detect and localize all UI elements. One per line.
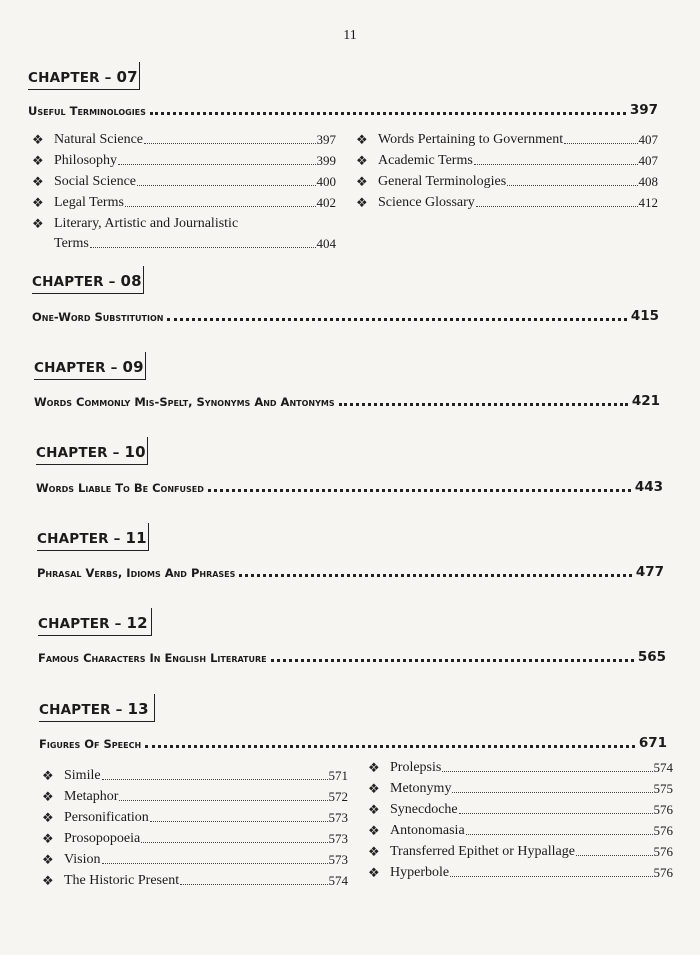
leader-dots [576,855,653,856]
toc-entry[interactable] [32,149,336,169]
toc-entry[interactable] [42,869,348,889]
entry-page: 573 [328,831,348,846]
diamond-bullet-icon: ❖ [32,132,44,147]
toc-entry[interactable] [368,840,673,860]
chapter-07-heading[interactable] [28,100,658,118]
chapter-page: 415 [630,308,659,324]
toc-entry[interactable] [32,128,336,148]
chapter-page: 671 [638,735,667,751]
entry-page: 576 [653,865,673,880]
entry-label: Legal Terms [54,195,124,210]
chapter-10-heading[interactable] [36,477,663,495]
diamond-bullet-icon: ❖ [356,153,368,168]
chapter-07-label: CHAPTER – 07 [28,62,140,90]
chapter-title: Words Liable To Be Confused [36,481,204,495]
entry-page: 573 [328,852,348,867]
toc-entry[interactable] [356,128,658,148]
toc-entry[interactable] [368,861,673,881]
chapter-page: 421 [631,393,660,409]
diamond-bullet-icon: ❖ [368,781,380,796]
chapter-title: Phrasal Verbs, Idioms And Phrases [37,566,236,580]
chapter-08-label: CHAPTER – 08 [32,266,144,294]
entry-label: Antonomasia [390,823,465,838]
entry-page: 400 [316,174,336,189]
toc-entry[interactable] [356,170,658,190]
leader-dots [271,659,634,662]
entry-page: 397 [316,132,336,147]
entry-label: Terms [54,236,89,251]
chapter-word: CHAPTER [28,70,100,86]
diamond-bullet-icon: ❖ [42,768,54,783]
leader-dots [125,206,316,207]
entry-label: Hyperbole [390,865,450,880]
entry-page: 412 [638,195,658,210]
chapter-page: 443 [634,479,663,495]
diamond-bullet-icon: ❖ [32,153,44,168]
diamond-bullet-icon: ❖ [32,216,44,231]
chapter-title: Words Commonly Mis-Spelt, Synonyms And Antonyms [34,395,335,409]
chapter-number: 13 [127,700,149,718]
leader-dots [141,842,327,843]
toc-entry[interactable] [368,819,673,839]
entry-page: 576 [653,844,673,859]
toc-entry-continued[interactable] [54,232,336,252]
toc-entry[interactable] [368,756,673,776]
diamond-bullet-icon: ❖ [368,802,380,817]
chapter-title: Figures Of Speech [39,737,142,751]
chapter-13-heading[interactable] [39,733,667,751]
leader-dots [208,489,631,492]
chapter-page: 397 [629,102,658,118]
entry-page: 576 [653,823,673,838]
toc-entry[interactable] [32,191,336,211]
chapter-word: CHAPTER [36,445,108,461]
entry-label: Metaphor [64,789,119,804]
chapter-number: 08 [120,272,142,290]
chapter-12-heading[interactable] [38,647,666,665]
chapter-09-label: CHAPTER – 09 [34,352,146,380]
entry-label: Natural Science [54,132,144,147]
entry-label: The Historic Present [64,873,180,888]
chapter-title: One-Word Substitution [32,310,164,324]
chapter-08-heading[interactable] [32,306,659,324]
chapter-09-heading[interactable] [34,391,660,409]
chapter-12-label: CHAPTER – 12 [38,608,152,636]
entry-page: 408 [638,174,658,189]
diamond-bullet-icon: ❖ [42,810,54,825]
entry-page: 407 [638,132,658,147]
chapter-11-heading[interactable] [37,562,664,580]
entry-label: Synecdoche [390,802,458,817]
leader-dots [339,403,628,406]
leader-dots [180,884,327,885]
entry-page: 402 [316,195,336,210]
diamond-bullet-icon: ❖ [368,865,380,880]
leader-dots [452,792,652,793]
leader-dots [450,876,652,877]
chapter-number: 07 [116,68,138,86]
leader-dots [442,771,652,772]
chapter-title: Useful Terminologies [28,104,146,118]
diamond-bullet-icon: ❖ [368,823,380,838]
entry-label: Vision [64,852,101,867]
toc-entry[interactable] [32,170,336,190]
chapter-word: CHAPTER [32,274,104,290]
chapter-11-label: CHAPTER – 11 [37,523,149,551]
diamond-bullet-icon: ❖ [42,789,54,804]
chapter-word: CHAPTER [37,531,109,547]
entry-page: 399 [316,153,336,168]
toc-entry[interactable] [42,848,348,868]
leader-dots [476,206,638,207]
chapter-word: CHAPTER [39,702,111,718]
toc-entry[interactable] [42,806,348,826]
leader-dots [119,800,327,801]
diamond-bullet-icon: ❖ [42,852,54,867]
chapter-10-label: CHAPTER – 10 [36,437,148,465]
toc-entry[interactable] [368,777,673,797]
leader-dots [150,112,626,115]
entry-page: 407 [638,153,658,168]
entry-label: Transferred Epithet or Hypallage [390,844,575,859]
diamond-bullet-icon: ❖ [42,873,54,888]
diamond-bullet-icon: ❖ [368,844,380,859]
toc-entry[interactable] [42,764,348,784]
leader-dots [118,164,315,165]
chapter-number: 10 [124,443,146,461]
leader-dots [459,813,653,814]
toc-entry[interactable] [32,212,336,232]
entry-label: Prosopopoeia [64,831,141,846]
entry-page: 574 [653,760,673,775]
entry-label: Prolepsis [390,760,442,775]
toc-entry[interactable] [368,798,673,818]
entry-page: 573 [328,810,348,825]
leader-dots [466,834,653,835]
leader-dots [564,143,637,144]
leader-dots [102,863,328,864]
page-number: 11 [343,28,357,43]
chapter-page: 565 [637,649,666,665]
entry-label: Academic Terms [378,153,473,168]
entry-page: 404 [316,236,336,251]
chapter-title: Famous Characters In English Literature [38,651,267,665]
entry-page: 572 [328,789,348,804]
entry-page: 571 [328,768,348,783]
diamond-bullet-icon: ❖ [356,132,368,147]
entry-label: Personification [64,810,149,825]
entry-label: General Terminologies [378,174,507,189]
diamond-bullet-icon: ❖ [32,195,44,210]
entry-label: Social Science [54,174,137,189]
diamond-bullet-icon: ❖ [356,195,368,210]
diamond-bullet-icon: ❖ [356,174,368,189]
leader-dots [137,185,315,186]
chapter-word: CHAPTER [38,616,110,632]
toc-entry[interactable] [356,191,658,211]
leader-dots [150,821,328,822]
toc-entry[interactable] [42,785,348,805]
entry-label: Simile [64,768,101,783]
entry-label: Philosophy [54,153,118,168]
chapter-number: 09 [122,358,144,376]
entry-label: Words Pertaining to Government [378,132,564,147]
entry-label: Literary, Artistic and Journalistic [54,216,239,231]
chapter-word: CHAPTER [34,360,106,376]
entry-page: 575 [653,781,673,796]
entry-label: Science Glossary [378,195,475,210]
chapter-13-label: CHAPTER – 13 [39,694,155,722]
entry-page: 576 [653,802,673,817]
entry-page: 574 [328,873,348,888]
diamond-bullet-icon: ❖ [32,174,44,189]
chapter-page: 477 [635,564,664,580]
leader-dots [90,247,316,248]
leader-dots [145,745,635,748]
leader-dots [144,143,315,144]
entry-label: Metonymy [390,781,452,796]
chapter-number: 12 [126,614,148,632]
leader-dots [507,185,637,186]
chapter-number: 11 [125,529,147,547]
leader-dots [102,779,328,780]
leader-dots [167,318,626,321]
diamond-bullet-icon: ❖ [368,760,380,775]
leader-dots [239,574,631,577]
leader-dots [474,164,638,165]
toc-entry[interactable] [356,149,658,169]
diamond-bullet-icon: ❖ [42,831,54,846]
toc-entry[interactable] [42,827,348,847]
